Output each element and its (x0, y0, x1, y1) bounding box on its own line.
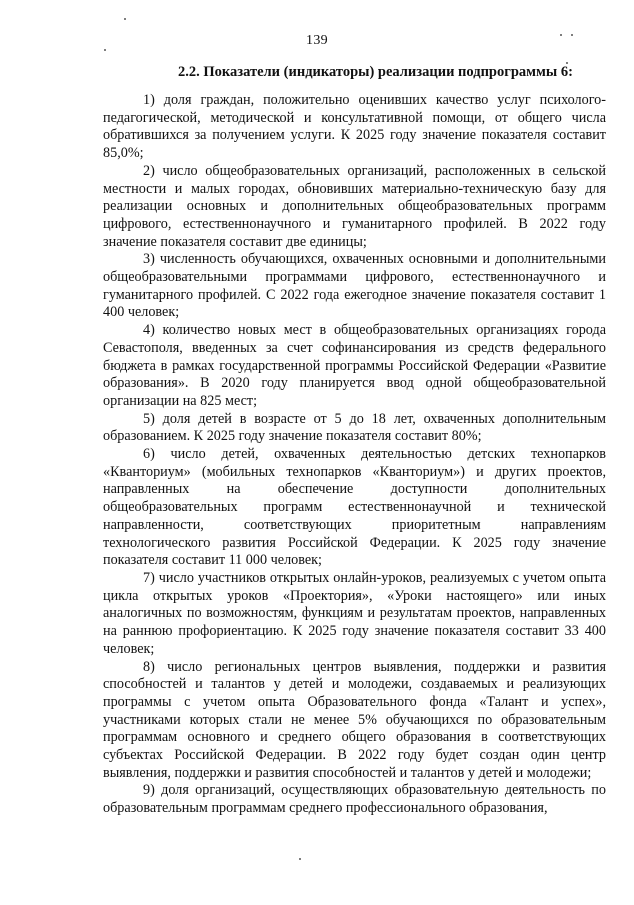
scan-speck (566, 62, 568, 64)
indicator-item-8: 8) число региональных центров выявления, поддержки и развития способностей и талантов у детей и молодежи, создаваемых и реализующих программы с учетом опыта Образовательного фонда «Талант и успех», участниками которых стали не менее 5% обучающихся по образовательным программам основного и среднего общего образования в соответствующих субъектах Российской Федерации. В 2022 году будет создан один центр выявления, поддержки и развития способностей и талантов у детей и молодежи; (103, 658, 606, 781)
indicator-item-2: 2) число общеобразовательных организаций, расположенных в сельской местности и малых городах, обновивших материально-техническую базу для реализации основных и дополнительных общеобразовательных программ цифрового, естественнонаучного и гуманитарного профилей. В 2022 году значение показателя составит две единицы; (103, 162, 606, 250)
scan-speck (560, 34, 562, 36)
indicator-item-3: 3) численность обучающихся, охваченных основными и дополнительными общеобразовательными программами цифрового, естественнонаучного и гуманитарного профилей. С 2022 года ежегодное значение показателя составит 1 400 человек; (103, 251, 606, 321)
scan-speck (299, 858, 301, 860)
indicator-item-7: 7) число участников открытых онлайн-уроков, реализуемых с учетом опыта цикла открытых уроков «Проектория», «Уроки настоящего» или иных аналогичных по возможностям, функциям и результатам проектов, направленных на раннюю профориентацию. К 2025 году значение показателя составит 33 400 человек; (103, 569, 606, 657)
indicator-list (103, 92, 606, 818)
indicator-item-4: 4) количество новых мест в общеобразовательных организациях города Севастополя, введенных за счет софинансирования из средств федерального бюджета в рамках государственной программы Российской Федерации «Развитие образования». В 2020 году планируется ввод одной общеобразовательной организации на 825 мест; (103, 322, 606, 409)
indicator-item-1: 1) доля граждан, положительно оценивших качество услуг психолого-педагогической, методической и консультативной помощи, от общего числа обратившихся за получением услуги. К 2025 году значение показателя составит 85,0%; (103, 92, 606, 162)
page-number: 139 (306, 33, 328, 48)
scan-speck (571, 34, 573, 36)
indicator-item-9: 9) доля организаций, осуществляющих образовательную деятельность по образовательным программам среднего профессионального образования, (103, 782, 606, 817)
scan-speck (124, 18, 126, 20)
indicator-item-6: 6) число детей, охваченных деятельностью детских технопарков «Кванториум» (мобильных технопарков «Кванториум») и других проектов, направленных на обеспечение доступности дополнительных общеобразовательных программ естественнонаучной и технической направленности, соответствующих приоритетным направлениям технологического развития Российской Федерации. К 2025 году значение показателя составит 11 000 человек; (103, 446, 606, 569)
indicator-item-5: 5) доля детей в возрасте от 5 до 18 лет, охваченных дополнительным образованием. К 2025 году значение показателя составит 80%; (103, 410, 606, 445)
section-heading: 2.2. Показатели (индикаторы) реализации подпрограммы 6: (178, 64, 573, 80)
scan-speck (104, 49, 106, 51)
